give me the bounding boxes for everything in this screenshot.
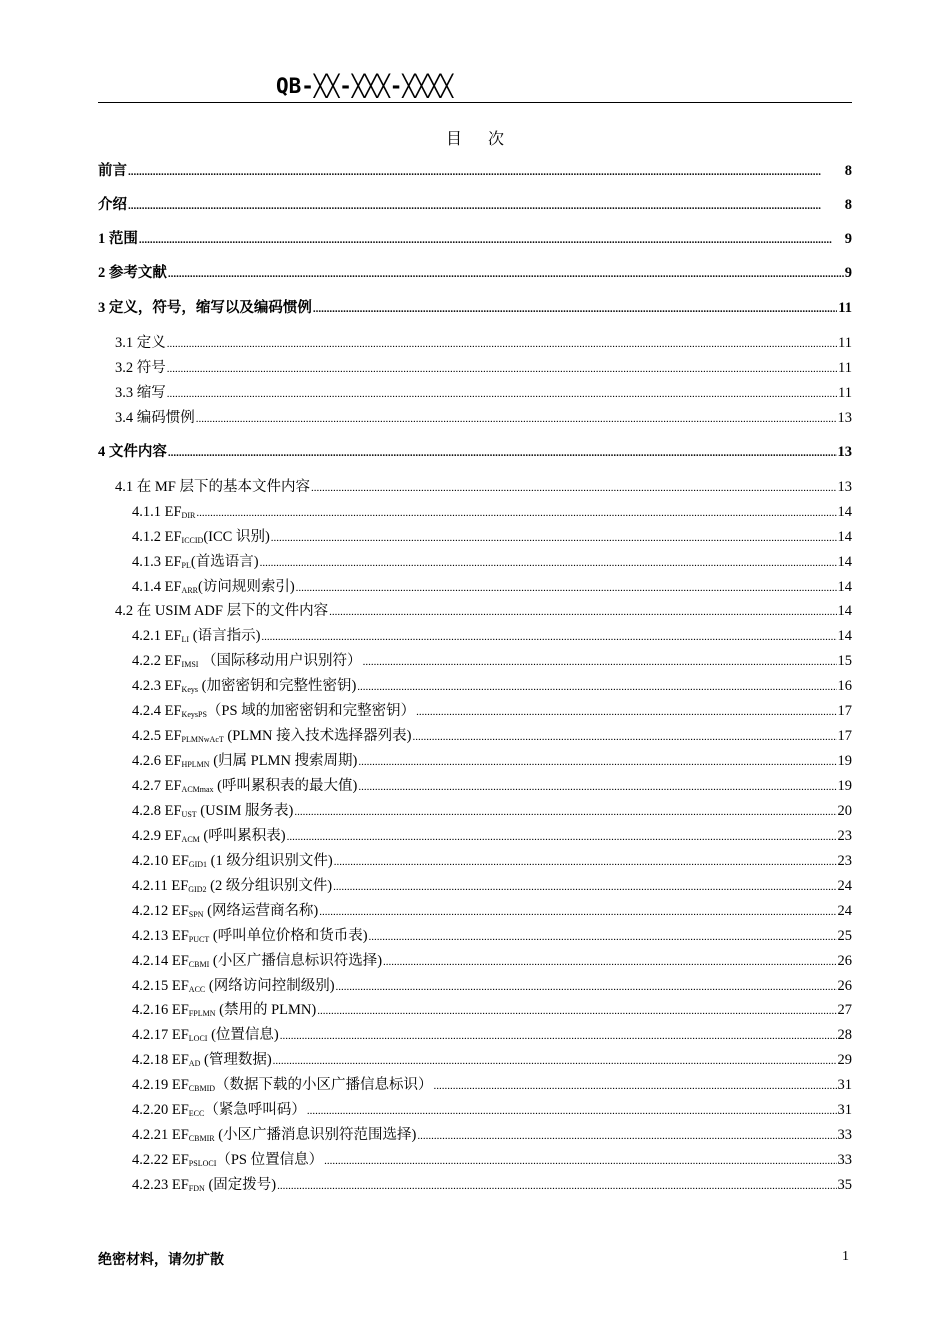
toc-entry-number: 4.2.2 (132, 653, 165, 669)
toc-entry-description: (位置信息) (207, 1027, 279, 1043)
toc-entry-text: 文件内容 (108, 444, 167, 460)
toc-entry[interactable] (98, 701, 852, 722)
toc-entry-page: 24 (837, 878, 852, 894)
toc-entry-text: EF (171, 903, 189, 919)
dot-leader (294, 801, 836, 822)
toc-entry-number: 4.2.11 (132, 878, 172, 894)
toc-entry-text: EF (164, 579, 182, 595)
toc-entry-description: (网络运营商名称) (203, 903, 319, 919)
toc-entry-number: 4.2.3 (132, 678, 165, 694)
toc-entry-page: 19 (837, 778, 852, 794)
toc-entry[interactable] (98, 826, 852, 847)
toc-entry-description: (禁用的 PLMN) (215, 1002, 317, 1018)
dot-leader (333, 876, 836, 897)
toc-entry-number: 4.2.16 (132, 1002, 172, 1018)
toc-entry-number: 4.2.17 (132, 1027, 172, 1043)
toc-entry[interactable] (98, 263, 852, 284)
toc-entry-label (115, 333, 166, 353)
header-rule (98, 102, 852, 103)
toc-entry-page: 14 (837, 603, 852, 619)
toc-entry-label (132, 1000, 316, 1020)
toc-entry[interactable] (98, 229, 852, 250)
toc-entry-page: 31 (837, 1102, 852, 1118)
toc-entry-label (132, 626, 260, 646)
toc-entry-label (132, 876, 332, 896)
dot-leader (168, 263, 844, 284)
dot-leader (128, 161, 844, 182)
toc-entry-page: 23 (837, 828, 852, 844)
toc-entry-number: 1 (98, 231, 109, 247)
toc-entry-subscript: ECC (188, 1109, 205, 1118)
toc-entry-text: EF (164, 778, 182, 794)
toc-entry-page: 29 (837, 1052, 852, 1068)
toc-entry-text: EF (164, 828, 182, 844)
toc-entry-description: (语言指示) (189, 628, 261, 644)
toc-entry-label (115, 477, 310, 497)
toc-entry-number: 4.2.19 (132, 1077, 172, 1093)
toc-entry-label (132, 726, 411, 746)
toc-entry-text: 介绍 (98, 197, 127, 213)
toc-entry-page: 13 (837, 444, 852, 460)
toc-entry[interactable] (98, 851, 852, 872)
toc-entry[interactable] (98, 477, 852, 498)
toc-entry-label (98, 195, 127, 215)
toc-entry-subscript: ACM (181, 835, 200, 844)
toc-entry-page: 14 (837, 579, 852, 595)
toc-entry-description: (小区广播消息识别符范围选择) (214, 1127, 417, 1143)
toc-entry-description: (首选语言) (190, 554, 259, 570)
toc-entry-subscript: UST (181, 810, 197, 819)
toc-entry-subscript: IMSI (181, 660, 199, 669)
dot-leader (167, 383, 837, 404)
dot-leader (358, 776, 836, 797)
toc-entry-number: 4.1 (115, 479, 137, 495)
toc-entry[interactable] (98, 651, 852, 672)
toc-entry-subscript: GID2 (188, 885, 207, 894)
toc-entry-number: 4.1.1 (132, 504, 165, 520)
toc-entry-number: 3.3 (115, 385, 137, 401)
toc-entry-text: EF (164, 653, 182, 669)
toc-entry-description: （紧急呼叫码） (204, 1102, 306, 1118)
dot-leader (416, 701, 836, 722)
toc-entry-page: 28 (837, 1027, 852, 1043)
toc-entry-text: EF (164, 529, 182, 545)
toc-entry[interactable] (98, 502, 852, 523)
toc-entry-subscript: CBMI (188, 960, 210, 969)
toc-entry-subscript: FDN (188, 1184, 205, 1193)
toc-entry-page: 17 (837, 728, 852, 744)
toc-entry-description: (USIM 服务表) (196, 803, 294, 819)
toc-entry-number: 4.2.5 (132, 728, 165, 744)
toc-entry[interactable] (98, 801, 852, 822)
toc-entry-label (98, 263, 167, 283)
document-code: QB-╳╳-╳╳╳-╳╳╳╳ (276, 74, 454, 98)
toc-entry-subscript: ICCID (181, 536, 204, 545)
toc-entry-subscript: ACMmax (181, 785, 214, 794)
toc-entry-subscript: CBMID (188, 1084, 216, 1093)
toc-entry-label (98, 442, 167, 462)
toc-entry-number: 4.2.10 (132, 853, 172, 869)
toc-title: 目次 (445, 131, 530, 148)
toc-entry-subscript: Keys (181, 685, 198, 694)
toc-entry-text: EF (171, 1152, 189, 1168)
toc-entry-description: (呼叫单位价格和货币表) (209, 928, 368, 944)
toc-entry-page: 11 (838, 360, 852, 376)
confidential-notice: 绝密材料，请勿扩散 (98, 1253, 224, 1268)
toc-entry-number: 4.2.6 (132, 753, 165, 769)
dot-leader (196, 408, 837, 429)
toc-entry-text: 范围 (108, 231, 138, 247)
toc-entry-page: 33 (837, 1127, 852, 1143)
toc-entry[interactable] (98, 333, 852, 354)
toc-entry-page: 17 (837, 703, 852, 719)
toc-entry-page: 9 (844, 265, 852, 281)
toc-entry-label (132, 701, 415, 721)
toc-entry-subscript: KeysPS (181, 710, 207, 719)
toc-entry-number: 3 (98, 300, 109, 316)
toc-entry-text: EF (171, 1127, 189, 1143)
toc-entry-page: 35 (837, 1177, 852, 1193)
toc-entry-page: 33 (837, 1152, 852, 1168)
toc-entry[interactable] (98, 298, 852, 319)
dot-leader (280, 1025, 837, 1046)
toc-entry-label (115, 383, 166, 403)
toc-entry[interactable] (98, 901, 852, 922)
toc-entry-text: 符号 (136, 360, 166, 376)
toc-entry-description: (呼叫累积表) (199, 828, 286, 844)
toc-entry-description: (网络访问控制级别) (205, 978, 335, 994)
toc-entry-label (132, 1050, 272, 1070)
toc-entry-page: 27 (837, 1002, 852, 1018)
toc-entry-subscript: SPN (188, 910, 204, 919)
toc-entry-label (115, 358, 166, 378)
toc-entry-subscript: DIR (181, 511, 196, 520)
toc-entry[interactable] (98, 601, 852, 622)
toc-entry-label (132, 1150, 323, 1170)
toc-entry-label (132, 1125, 416, 1145)
toc-entry[interactable] (98, 1025, 852, 1046)
toc-entry-description: (2 级分组识别文件) (206, 878, 333, 894)
toc-entry-description: （PS 域的加密密钥和完整密钥） (206, 703, 416, 719)
toc-entry-page: 26 (837, 953, 852, 969)
toc-entry-label (132, 1100, 306, 1120)
toc-entry-page: 8 (844, 163, 852, 179)
toc-entry-number: 4.2.18 (132, 1052, 172, 1068)
toc-entry-subscript: ACC (188, 985, 206, 994)
toc-entry-label (98, 161, 127, 181)
toc-entry-text: 定义，符号，缩写以及编码惯例 (108, 300, 312, 316)
toc-entry-text: 前言 (98, 163, 127, 179)
toc-entry-page: 8 (844, 197, 852, 213)
toc-entry[interactable] (98, 1000, 852, 1021)
toc-entry[interactable] (98, 442, 852, 463)
page-number: 1 (842, 1249, 849, 1264)
toc-entry-page: 31 (837, 1077, 852, 1093)
toc-entry-number: 4.2.15 (132, 978, 172, 994)
toc-entry-page: 13 (837, 479, 852, 495)
dot-leader (167, 358, 837, 379)
toc-entry-label (132, 976, 335, 996)
toc-entry-number: 3.2 (115, 360, 137, 376)
toc-entry-text: EF (164, 678, 182, 694)
toc-entry-label (132, 801, 293, 821)
toc-entry-text: EF (171, 853, 189, 869)
toc-entry-text: EF (171, 1102, 189, 1118)
dot-leader (319, 901, 836, 922)
toc-entry-label (115, 408, 195, 428)
dot-leader (369, 926, 837, 947)
toc-entry-text: EF (164, 628, 182, 644)
dot-leader (273, 1050, 837, 1071)
toc-entry-text: EF (164, 554, 182, 570)
toc-entry-label (132, 851, 333, 871)
dot-leader (287, 826, 837, 847)
toc-entry[interactable] (98, 776, 852, 797)
toc-entry[interactable] (98, 676, 852, 697)
toc-entry-page: 13 (837, 410, 852, 426)
toc-entry-number: 4.2.21 (132, 1127, 172, 1143)
toc-entry[interactable] (98, 751, 852, 772)
dot-leader (363, 651, 837, 672)
toc-entry-subscript: PL (181, 561, 191, 570)
dot-leader (261, 626, 836, 647)
toc-entry-subscript: AD (188, 1059, 201, 1068)
toc-entry-number: 4.1.2 (132, 529, 165, 545)
toc-entry-number: 3.1 (115, 335, 137, 351)
toc-entry[interactable] (98, 926, 852, 947)
toc-entry-text: 缩写 (136, 385, 166, 401)
toc-entry[interactable] (98, 527, 852, 548)
dot-leader (168, 442, 837, 463)
toc-entry-label (132, 951, 382, 971)
toc-entry[interactable] (98, 577, 852, 598)
toc-entry-page: 20 (837, 803, 852, 819)
toc-entry-subscript: CBMIR (188, 1134, 215, 1143)
toc-entry-number: 4.1.4 (132, 579, 165, 595)
toc-entry[interactable] (98, 1100, 852, 1121)
toc-entry-page: 14 (837, 628, 852, 644)
toc-entry-subscript: LOCI (188, 1034, 208, 1043)
toc-entry-subscript: GID1 (188, 860, 208, 869)
toc-entry-description: （国际移动用户识别符） (198, 653, 362, 669)
dot-leader (139, 229, 844, 250)
toc-entry[interactable] (98, 1150, 852, 1171)
toc-entry-page: 11 (838, 385, 852, 401)
dot-leader (412, 726, 836, 747)
dot-leader (128, 195, 844, 216)
toc-entry[interactable] (98, 408, 852, 429)
toc-entry-label (132, 1175, 276, 1195)
toc-entry[interactable] (98, 976, 852, 997)
toc-entry[interactable] (98, 1050, 852, 1071)
dot-leader (307, 1100, 837, 1121)
toc-entry-description: (访问规则索引) (198, 579, 295, 595)
dot-leader (296, 577, 837, 598)
toc-entry-text: EF (164, 504, 182, 520)
dot-leader (334, 851, 837, 872)
toc-entry-text: EF (164, 703, 182, 719)
toc-entry-number: 4.2 (115, 603, 137, 619)
toc-entry-label (132, 577, 295, 597)
toc-entry-description: (1 级分组识别文件) (207, 853, 333, 869)
toc-entry-label (132, 826, 286, 846)
toc-entry-description: (ICC 识别) (203, 529, 270, 545)
toc-entry[interactable] (98, 161, 852, 182)
toc-entry[interactable] (98, 383, 852, 404)
toc-entry-text: 在 USIM ADF 层下的文件内容 (136, 603, 329, 619)
toc-entry-label (132, 502, 195, 522)
toc-entry-text: 编码惯例 (136, 410, 195, 426)
toc-entry-text: EF (171, 928, 189, 944)
toc-entry-number: 4.2.4 (132, 703, 165, 719)
dot-leader (196, 502, 836, 523)
toc-entry-text: EF (171, 1177, 189, 1193)
toc-entry-text: EF (164, 728, 182, 744)
toc-entry-subscript: LI (181, 635, 190, 644)
toc-entry-description: (归属 PLMN 搜索周期) (209, 753, 358, 769)
toc-entry-number: 3.4 (115, 410, 137, 426)
toc-entry-number: 4.1.3 (132, 554, 165, 570)
dot-leader (357, 676, 836, 697)
toc-entry-number: 2 (98, 265, 109, 281)
toc-entry-subscript: HPLMN (181, 760, 210, 769)
toc-entry-label (132, 751, 357, 771)
toc-entry-text: EF (164, 753, 182, 769)
toc-entry-number: 4.2.13 (132, 928, 172, 944)
toc-entry-number: 4.2.7 (132, 778, 165, 794)
toc-entry[interactable] (98, 552, 852, 573)
dot-leader (336, 976, 837, 997)
toc-entry-label (132, 1025, 279, 1045)
toc-entry-label (98, 229, 138, 249)
toc-entry-description: (固定拨号) (204, 1177, 277, 1193)
toc-entry-label (132, 527, 270, 547)
toc-entry-label (115, 601, 328, 621)
toc-entry[interactable] (98, 626, 852, 647)
dot-leader (311, 477, 837, 498)
toc-entry-text: EF (171, 1027, 189, 1043)
toc-entry-number: 4.2.8 (132, 803, 165, 819)
toc-entry[interactable] (98, 1075, 852, 1096)
toc-entry[interactable] (98, 951, 852, 972)
toc-entry[interactable] (98, 358, 852, 379)
toc-entry-page: 11 (838, 300, 852, 316)
toc-entry-page: 16 (837, 678, 852, 694)
toc-entry-page: 14 (837, 504, 852, 520)
toc-entry-subscript: PSLOCI (188, 1159, 217, 1168)
toc-entry-number: 4.2.22 (132, 1152, 172, 1168)
toc-entry-subscript: ARR (181, 586, 198, 595)
toc-entry-label (132, 926, 368, 946)
toc-entry-page: 15 (837, 653, 852, 669)
toc-entry-number: 4.2.14 (132, 953, 172, 969)
toc-entry-page: 25 (837, 928, 852, 944)
toc-entry-number: 4.2.23 (132, 1177, 172, 1193)
dot-leader (313, 298, 837, 319)
toc-entry-text: EF (171, 1052, 189, 1068)
toc-entry-number: 4.2.1 (132, 628, 165, 644)
toc-entry-page: 14 (837, 529, 852, 545)
dot-leader (167, 333, 837, 354)
toc-entry-description: (小区广播信息标识符选择) (209, 953, 383, 969)
toc-entry-page: 9 (844, 231, 852, 247)
toc-entry-number: 4 (98, 444, 109, 460)
toc-entry-description: （PS 位置信息） (216, 1152, 324, 1168)
toc-entry-text: EF (171, 878, 189, 894)
toc-entry-page: 24 (837, 903, 852, 919)
toc-entry-subscript: PUCT (188, 935, 210, 944)
toc-entry-page: 26 (837, 978, 852, 994)
toc-entry-number: 4.2.12 (132, 903, 172, 919)
toc-entry[interactable] (98, 876, 852, 897)
toc-entry-text: EF (171, 1002, 189, 1018)
dot-leader (329, 601, 836, 622)
toc-entry-subscript: FPLMN (188, 1009, 216, 1018)
toc-entry-number: 4.2.9 (132, 828, 165, 844)
dot-leader (417, 1125, 836, 1146)
toc-entry-label (132, 552, 259, 572)
toc-entry-page: 14 (837, 554, 852, 570)
toc-entry-text: 定义 (136, 335, 166, 351)
dot-leader (277, 1175, 836, 1196)
toc-entry-page: 23 (837, 853, 852, 869)
toc-entry[interactable] (98, 1175, 852, 1196)
toc-entry-subscript: PLMNwAcT (181, 735, 224, 744)
dot-leader (383, 951, 836, 972)
toc-entry-page: 19 (837, 753, 852, 769)
dot-leader (260, 552, 837, 573)
dot-leader (358, 751, 836, 772)
toc-entry-description: (加密密钥和完整性密钥) (198, 678, 357, 694)
toc-entry[interactable] (98, 1125, 852, 1146)
toc-entry-text: EF (171, 978, 189, 994)
toc-entry-label (132, 651, 362, 671)
toc-entry-label (132, 776, 357, 796)
dot-leader (271, 527, 837, 548)
toc-entry[interactable] (98, 195, 852, 216)
toc-entry-description: (PLMN 接入技术选择器列表) (223, 728, 412, 744)
toc-entry-label (132, 901, 318, 921)
toc-entry-text: EF (171, 1077, 189, 1093)
toc-entry[interactable] (98, 726, 852, 747)
toc-entry-description: （数据下载的小区广播信息标识） (215, 1077, 433, 1093)
toc-entry-text: EF (171, 953, 189, 969)
toc-entry-description: (管理数据) (200, 1052, 272, 1068)
dot-leader (317, 1000, 836, 1021)
dot-leader (324, 1150, 836, 1171)
toc-entry-text: EF (164, 803, 182, 819)
dot-leader (434, 1075, 837, 1096)
toc-entry-number: 4.2.20 (132, 1102, 172, 1118)
toc-entry-description: (呼叫累积表的最大值) (213, 778, 358, 794)
toc-entry-text: 参考文献 (108, 265, 167, 281)
toc-entry-label (132, 676, 356, 696)
toc-entry-label (98, 298, 312, 318)
toc-entry-label (132, 1075, 433, 1095)
toc-entry-text: 在 MF 层下的基本文件内容 (136, 479, 310, 495)
toc-entry-page: 11 (838, 335, 852, 351)
